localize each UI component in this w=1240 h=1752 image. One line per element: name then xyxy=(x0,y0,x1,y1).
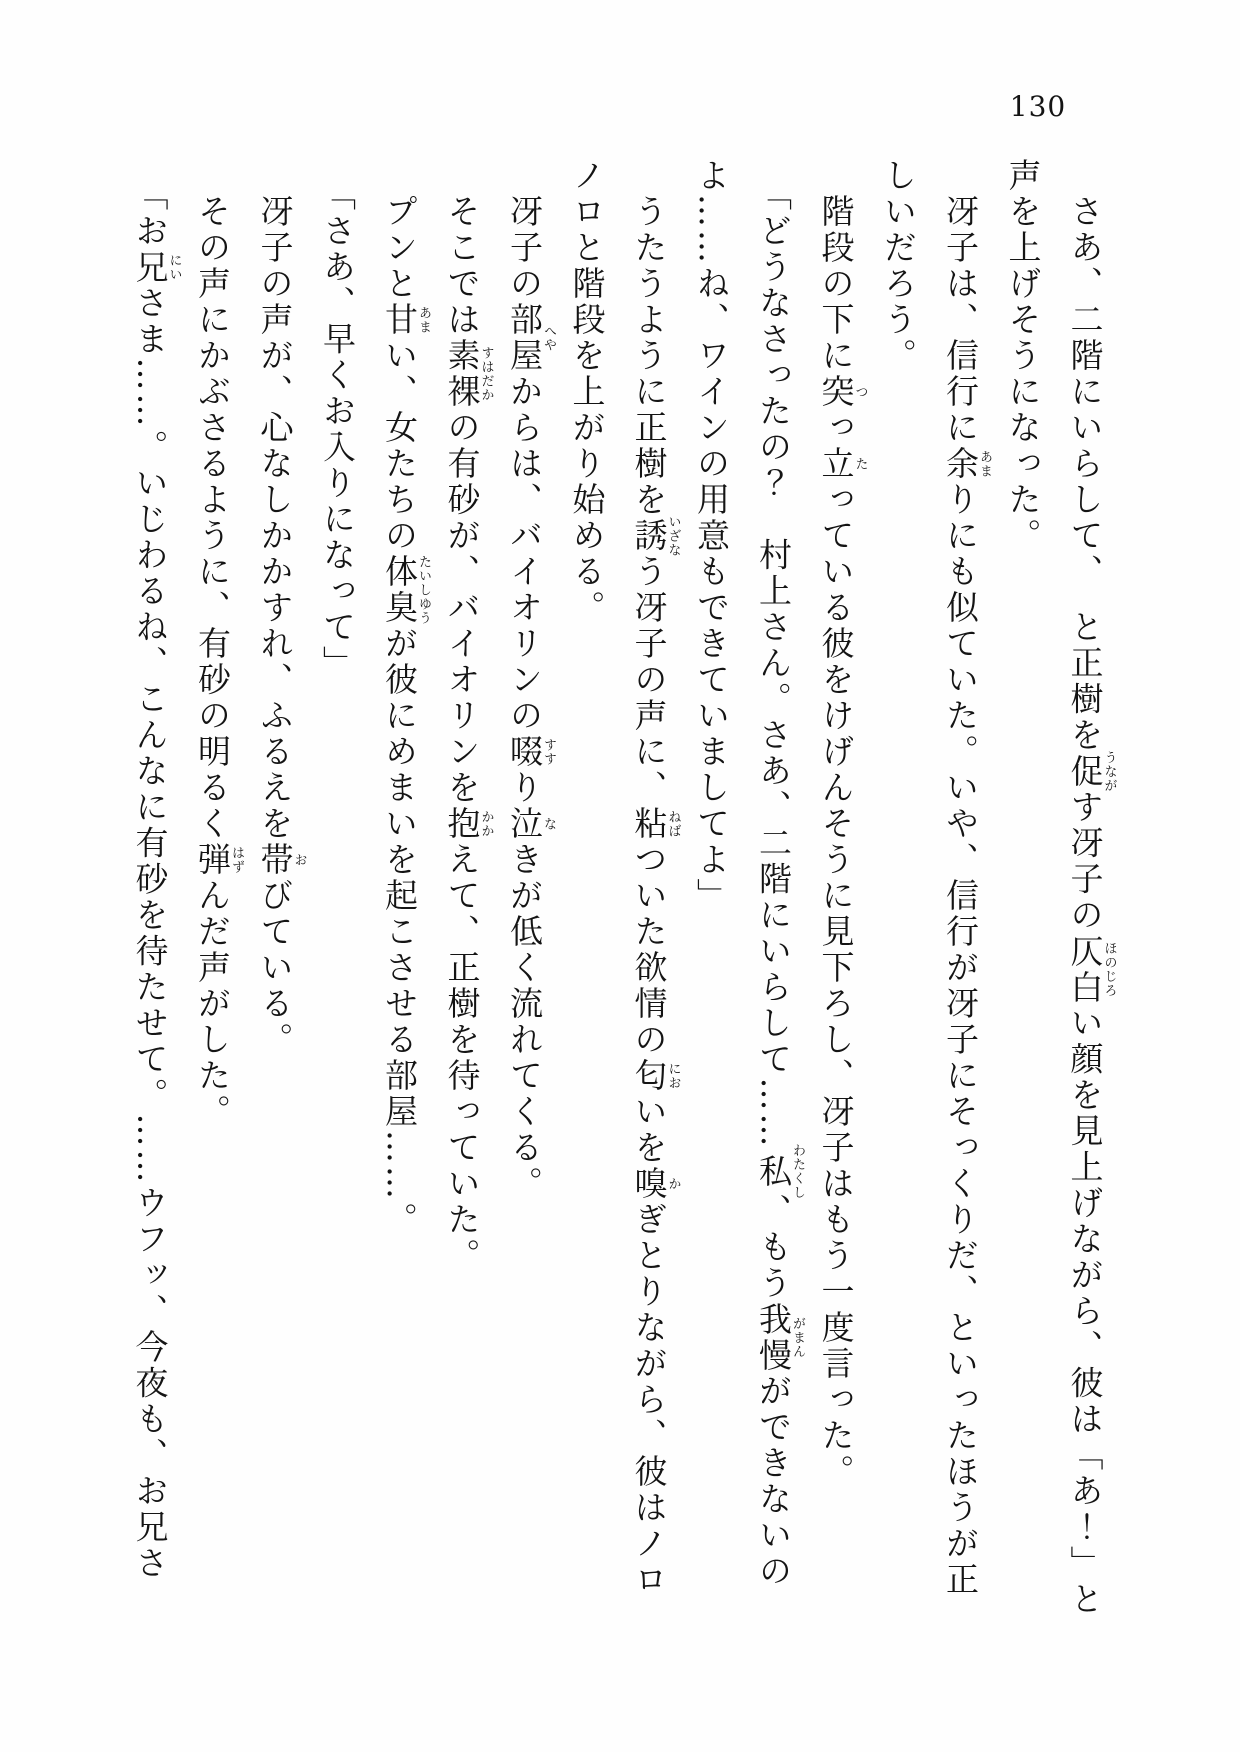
text-column-8: うたうように正樹を誘いざなう冴子の声に、粘ねばついた欲情の匂においを嗅かぎとりながら、彼はノロ xyxy=(629,158,681,1598)
ruby-annotated-word: 部屋へや xyxy=(505,302,556,374)
text-column-6: 「どうなさったの？ 村上さん。さあ、二階にいらして……私わたくし、もう我慢がまんができないの xyxy=(754,158,805,1590)
text-column-15: その声にかぶさるように、有砂の明るく弾はずんだ声がした。 xyxy=(193,158,244,1130)
ruby-annotated-word: 我慢がまん xyxy=(754,1301,805,1374)
ruby-annotated-word: 泣な xyxy=(505,806,556,842)
text-column-4: しいだろう。 xyxy=(879,158,918,374)
ruby-annotated-word: 促うなが xyxy=(1065,750,1117,793)
text-column-12: プンと甘あまい、女たちの体臭たいしゆうが彼にめまいを起こさせる部屋……。 xyxy=(380,158,431,1238)
ruby-annotated-word: 帯お xyxy=(255,842,307,878)
ruby-annotated-word: 仄白ほのじろ xyxy=(1065,933,1117,1006)
ruby-annotated-word: 余あま xyxy=(941,446,992,482)
ruby-annotated-word: 私わたくし xyxy=(754,1143,805,1200)
ruby-annotated-word: 啜すす xyxy=(505,734,556,770)
text-column-7: よ……ね、ワインの用意もできていましてよ」 xyxy=(692,158,731,914)
text-column-14: 冴子の声が、心なしかかすれ、ふるえを帯おびている。 xyxy=(255,158,307,1058)
ruby-annotated-word: 弾はず xyxy=(193,842,244,878)
text-column-11: そこでは素裸すはだかの有砂が、バイオリンを抱かかえて、正樹を待っていた。 xyxy=(442,158,494,1274)
ruby-annotated-word: 立た xyxy=(816,446,868,482)
text-column-10: 冴子の部屋へやからは、バイオリンの啜すすり泣なきが低く流れてくる。 xyxy=(505,158,556,1202)
text-column-16: 「お兄にいさま……。いじわるね、こんなに有砂を待たせて。……ウフッ、今夜も、お兄さ xyxy=(130,158,182,1582)
ruby-annotated-word: 兄にい xyxy=(130,249,182,286)
ruby-annotated-word: 誘いざな xyxy=(629,515,681,557)
text-column-13: 「さあ、早くお入りになって」 xyxy=(318,158,357,682)
text-column-2: 声を上げそうになった。 xyxy=(1003,158,1043,554)
text-column-5: 階段の下に突つっ立たっている彼をけげんそうに見下ろし、冴子はもう一度言った。 xyxy=(816,158,868,1490)
text-column-9: ノロと階段を上がり始める。 xyxy=(567,158,607,626)
ruby-annotated-word: 匂にお xyxy=(629,1058,681,1094)
vertical-text-block xyxy=(119,158,1117,1698)
ruby-annotated-word: 素裸すはだか xyxy=(442,338,494,410)
page-number: 130 xyxy=(1009,90,1067,123)
ruby-annotated-word: 突つ xyxy=(816,374,868,410)
text-column-1: さあ、二階にいらして、 と正樹を促うながす冴子の仄白ほのじろい顔を見上げながら、彼は「あ！」と xyxy=(1065,158,1117,1618)
text-column-3: 冴子は、信行に余あまりにも似ていた。いや、信行が冴子にそっくりだ、といったほうが正 xyxy=(941,158,992,1598)
ruby-annotated-word: 嗅か xyxy=(629,1166,681,1202)
ruby-annotated-word: 粘ねば xyxy=(629,806,681,842)
ruby-annotated-word: 甘あま xyxy=(380,302,431,338)
ruby-annotated-word: 体臭たいしゆう xyxy=(380,554,431,626)
ruby-annotated-word: 抱かか xyxy=(442,806,494,842)
